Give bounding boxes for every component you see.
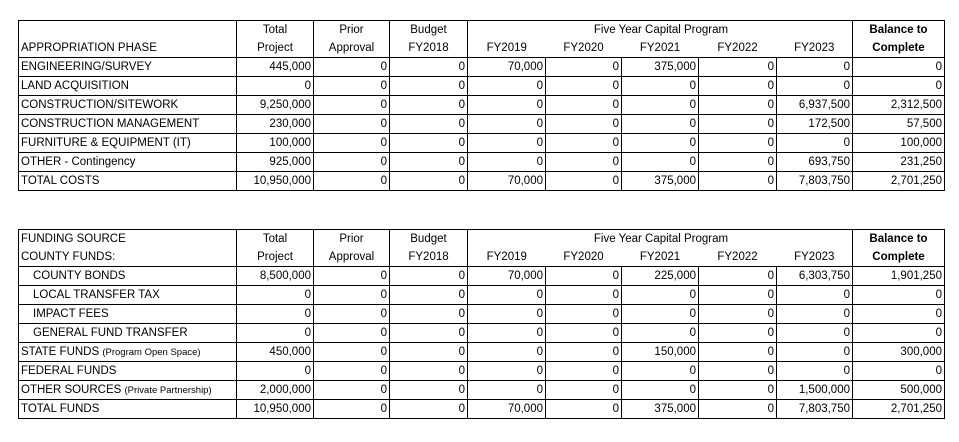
table-cell: 0 <box>622 96 699 115</box>
budget-header: Budget <box>390 21 468 40</box>
table-cell: 0 <box>468 362 546 381</box>
table-cell: 0 <box>699 305 777 324</box>
table-cell: 0 <box>546 153 622 172</box>
table-cell: 375,000 <box>622 400 699 419</box>
row-label <box>19 343 237 362</box>
table-cell: 230,000 <box>237 115 314 134</box>
table-row <box>19 77 945 96</box>
total-header-sub: Project <box>237 39 314 58</box>
row-label-text: LOCAL TRANSFER TAX <box>33 288 160 301</box>
table-cell: 6,303,750 <box>777 267 853 286</box>
row-label-note: (Program Open Space) <box>102 346 201 358</box>
table-cell: 0 <box>237 362 314 381</box>
table-cell: 0 <box>546 134 622 153</box>
table-cell: 693,750 <box>777 153 853 172</box>
table-cell: 0 <box>546 77 622 96</box>
table-cell: 0 <box>314 286 390 305</box>
appropriation-table <box>18 20 945 191</box>
table-cell: 0 <box>777 286 853 305</box>
total-header-sub: Project <box>237 248 314 267</box>
fy2021-header: FY2021 <box>622 39 699 58</box>
row-label-text: TOTAL FUNDS <box>21 402 100 415</box>
table-cell: 8,500,000 <box>237 267 314 286</box>
row-label <box>19 58 237 77</box>
table-cell: 0 <box>468 324 546 343</box>
table-cell: 0 <box>314 96 390 115</box>
table-cell: 0 <box>314 381 390 400</box>
table-cell: 0 <box>314 362 390 381</box>
table-cell: 0 <box>853 286 945 305</box>
row-label <box>19 286 237 305</box>
table-cell: 0 <box>622 324 699 343</box>
table-cell: 0 <box>468 115 546 134</box>
table-cell: 0 <box>390 343 468 362</box>
table-cell: 0 <box>390 96 468 115</box>
budget-header: Budget <box>390 230 468 249</box>
table-cell: 375,000 <box>622 58 699 77</box>
appropriation-header-row-1 <box>19 21 945 40</box>
table-cell: 0 <box>699 267 777 286</box>
table-cell: 70,000 <box>468 172 546 191</box>
row-label <box>19 77 237 96</box>
table-cell: 150,000 <box>622 343 699 362</box>
table-cell: 0 <box>314 153 390 172</box>
table-cell: 10,950,000 <box>237 400 314 419</box>
fy2019-header: FY2019 <box>468 39 546 58</box>
table-cell: 2,312,500 <box>853 96 945 115</box>
table-cell: 925,000 <box>237 153 314 172</box>
row-label <box>19 96 237 115</box>
five-year-program-header: Five Year Capital Program <box>546 230 777 249</box>
table-cell: 0 <box>237 324 314 343</box>
fy2023-header: FY2023 <box>777 39 853 58</box>
table-cell: 0 <box>468 305 546 324</box>
table-cell: 0 <box>390 77 468 96</box>
table-row <box>19 134 945 153</box>
table-cell: 100,000 <box>237 134 314 153</box>
table-row <box>19 286 945 305</box>
table-cell: 0 <box>699 324 777 343</box>
row-label <box>19 134 237 153</box>
table-cell: 0 <box>314 77 390 96</box>
table-cell: 0 <box>622 305 699 324</box>
table-cell: 0 <box>390 134 468 153</box>
row-label-text: GENERAL FUND TRANSFER <box>33 326 188 339</box>
table-cell: 0 <box>622 362 699 381</box>
table-cell: 0 <box>468 286 546 305</box>
table-cell: 0 <box>622 115 699 134</box>
table-cell: 0 <box>546 115 622 134</box>
table-cell: 0 <box>699 362 777 381</box>
table-row <box>19 267 945 286</box>
table-cell: 0 <box>390 324 468 343</box>
table-cell: 9,250,000 <box>237 96 314 115</box>
table-cell: 0 <box>622 77 699 96</box>
balance-header: Balance to <box>853 230 945 249</box>
five-year-spacer <box>777 21 853 40</box>
table-cell: 2,701,250 <box>853 172 945 191</box>
table-row <box>19 96 945 115</box>
table-cell: 0 <box>622 381 699 400</box>
table-cell: 0 <box>546 305 622 324</box>
table-cell: 0 <box>546 381 622 400</box>
table-cell: 0 <box>390 267 468 286</box>
table-cell: 0 <box>853 324 945 343</box>
table-cell: 0 <box>390 115 468 134</box>
row-label-text: COUNTY BONDS <box>33 269 126 282</box>
five-year-spacer <box>777 230 853 249</box>
fy2019-header: FY2019 <box>468 248 546 267</box>
table-cell: 300,000 <box>853 343 945 362</box>
table-cell: 225,000 <box>622 267 699 286</box>
table-cell: 0 <box>699 286 777 305</box>
table-cell: 0 <box>390 400 468 419</box>
total-header: Total <box>237 230 314 249</box>
table-cell: 0 <box>390 153 468 172</box>
row-label <box>19 172 237 191</box>
table-cell: 231,250 <box>853 153 945 172</box>
table-row <box>19 400 945 419</box>
row-label-text: TOTAL COSTS <box>21 174 100 187</box>
table-cell: 57,500 <box>853 115 945 134</box>
total-header: Total <box>237 21 314 40</box>
table-cell: 0 <box>777 58 853 77</box>
table-cell: 0 <box>314 115 390 134</box>
table-cell: 375,000 <box>622 172 699 191</box>
table-cell: 172,500 <box>777 115 853 134</box>
fy2021-header: FY2021 <box>622 248 699 267</box>
fy2020-header: FY2020 <box>546 248 622 267</box>
table-cell: 0 <box>390 172 468 191</box>
table-cell: 0 <box>390 286 468 305</box>
table-cell: 0 <box>314 134 390 153</box>
table-cell: 0 <box>546 343 622 362</box>
five-year-spacer <box>468 230 546 249</box>
row-label <box>19 305 237 324</box>
table-cell: 0 <box>853 305 945 324</box>
table-cell: 0 <box>237 286 314 305</box>
table-cell: 0 <box>390 381 468 400</box>
row-label <box>19 267 237 286</box>
prior-header-sub: Approval <box>314 248 390 267</box>
table-cell: 0 <box>853 77 945 96</box>
table-cell: 0 <box>699 381 777 400</box>
funding-header-row-2 <box>19 248 945 267</box>
prior-header-sub: Approval <box>314 39 390 58</box>
prior-header: Prior <box>314 21 390 40</box>
row-label-text: OTHER SOURCES <box>21 383 125 396</box>
table-cell: 0 <box>777 305 853 324</box>
table-cell: 0 <box>622 134 699 153</box>
table-cell: 7,803,750 <box>777 400 853 419</box>
table-cell: 6,937,500 <box>777 96 853 115</box>
table-cell: 0 <box>314 305 390 324</box>
five-year-program-header: Five Year Capital Program <box>546 21 777 40</box>
table-row <box>19 115 945 134</box>
table-cell: 0 <box>699 134 777 153</box>
row-label-text: CONSTRUCTION/SITEWORK <box>21 98 179 111</box>
row-label-text: FURNITURE & EQUIPMENT (IT) <box>21 136 191 149</box>
table-cell: 0 <box>622 286 699 305</box>
table-cell: 0 <box>699 343 777 362</box>
table-cell: 0 <box>699 58 777 77</box>
row-label-text: STATE FUNDS <box>21 345 103 358</box>
fy2020-header: FY2020 <box>546 39 622 58</box>
table-cell: 0 <box>699 400 777 419</box>
row-label-note: (Private Partnership) <box>124 384 212 396</box>
table-row <box>19 343 945 362</box>
table-cell: 500,000 <box>853 381 945 400</box>
budget-header-sub: FY2018 <box>390 39 468 58</box>
prior-header: Prior <box>314 230 390 249</box>
row-label <box>19 381 237 400</box>
table-row <box>19 172 945 191</box>
table-cell: 7,803,750 <box>777 172 853 191</box>
table-cell: 0 <box>546 324 622 343</box>
funding-header-row-1 <box>19 230 945 249</box>
table-cell: 0 <box>853 58 945 77</box>
table-cell: 0 <box>468 77 546 96</box>
funding-table <box>18 229 945 419</box>
table-cell: 0 <box>390 362 468 381</box>
appropriation-header-row-2 <box>19 39 945 58</box>
table-cell: 0 <box>546 362 622 381</box>
table-cell: 2,000,000 <box>237 381 314 400</box>
table-cell: 445,000 <box>237 58 314 77</box>
table-row <box>19 153 945 172</box>
balance-header-sub: Complete <box>853 248 945 267</box>
row-label-text: OTHER - Contingency <box>21 155 136 168</box>
table-row <box>19 381 945 400</box>
table-cell: 0 <box>546 58 622 77</box>
table-cell: 0 <box>237 305 314 324</box>
table-cell: 0 <box>468 343 546 362</box>
row-label <box>19 324 237 343</box>
table-cell: 0 <box>699 115 777 134</box>
table-cell: 0 <box>699 172 777 191</box>
table-cell: 0 <box>314 343 390 362</box>
table-cell: 100,000 <box>853 134 945 153</box>
appropriation-phase-title: APPROPRIATION PHASE <box>19 39 237 58</box>
table-cell: 0 <box>546 96 622 115</box>
table-cell: 70,000 <box>468 58 546 77</box>
table-cell: 1,500,000 <box>777 381 853 400</box>
table-cell: 0 <box>546 267 622 286</box>
table-cell: 0 <box>699 77 777 96</box>
table-row <box>19 305 945 324</box>
balance-header: Balance to <box>853 21 945 40</box>
table-cell: 0 <box>468 96 546 115</box>
table-cell: 0 <box>777 134 853 153</box>
table-cell: 0 <box>314 172 390 191</box>
table-cell: 0 <box>237 77 314 96</box>
table-cell: 0 <box>314 400 390 419</box>
table-cell: 70,000 <box>468 267 546 286</box>
table-cell: 0 <box>468 134 546 153</box>
five-year-spacer <box>468 21 546 40</box>
row-label-text: FEDERAL FUNDS <box>21 364 117 377</box>
table-cell: 0 <box>546 286 622 305</box>
row-label <box>19 362 237 381</box>
row-label-text: CONSTRUCTION MANAGEMENT <box>21 117 200 130</box>
fy2022-header: FY2022 <box>699 39 777 58</box>
table-cell: 0 <box>390 58 468 77</box>
table-cell: 1,901,250 <box>853 267 945 286</box>
table-cell: 0 <box>777 343 853 362</box>
balance-header-sub: Complete <box>853 39 945 58</box>
table-row <box>19 324 945 343</box>
county-funds-label: COUNTY FUNDS: <box>19 248 237 267</box>
row-label-text: LAND ACQUISITION <box>21 79 129 92</box>
table-cell: 2,701,250 <box>853 400 945 419</box>
table-cell: 0 <box>314 58 390 77</box>
budget-header-sub: FY2018 <box>390 248 468 267</box>
table-cell: 0 <box>699 153 777 172</box>
table-row <box>19 362 945 381</box>
table-cell: 0 <box>699 96 777 115</box>
table-cell: 0 <box>853 362 945 381</box>
table-cell: 0 <box>777 324 853 343</box>
table-cell: 0 <box>468 381 546 400</box>
row-label-text: IMPACT FEES <box>33 307 109 320</box>
row-label <box>19 153 237 172</box>
table-cell: 0 <box>546 400 622 419</box>
row-label <box>19 115 237 134</box>
table-cell: 450,000 <box>237 343 314 362</box>
table-cell: 0 <box>622 153 699 172</box>
table-cell: 0 <box>777 362 853 381</box>
funding-source-title: FUNDING SOURCE <box>19 230 237 249</box>
table-cell: 0 <box>314 324 390 343</box>
table-cell: 0 <box>314 267 390 286</box>
table-cell: 0 <box>390 305 468 324</box>
table-cell: 0 <box>546 172 622 191</box>
table-row <box>19 58 945 77</box>
row-label <box>19 400 237 419</box>
table-cell: 0 <box>468 153 546 172</box>
table-cell: 0 <box>777 77 853 96</box>
row-label-text: ENGINEERING/SURVEY <box>21 60 152 73</box>
table-cell: 70,000 <box>468 400 546 419</box>
fy2022-header: FY2022 <box>699 248 777 267</box>
fy2023-header: FY2023 <box>777 248 853 267</box>
table-cell: 10,950,000 <box>237 172 314 191</box>
